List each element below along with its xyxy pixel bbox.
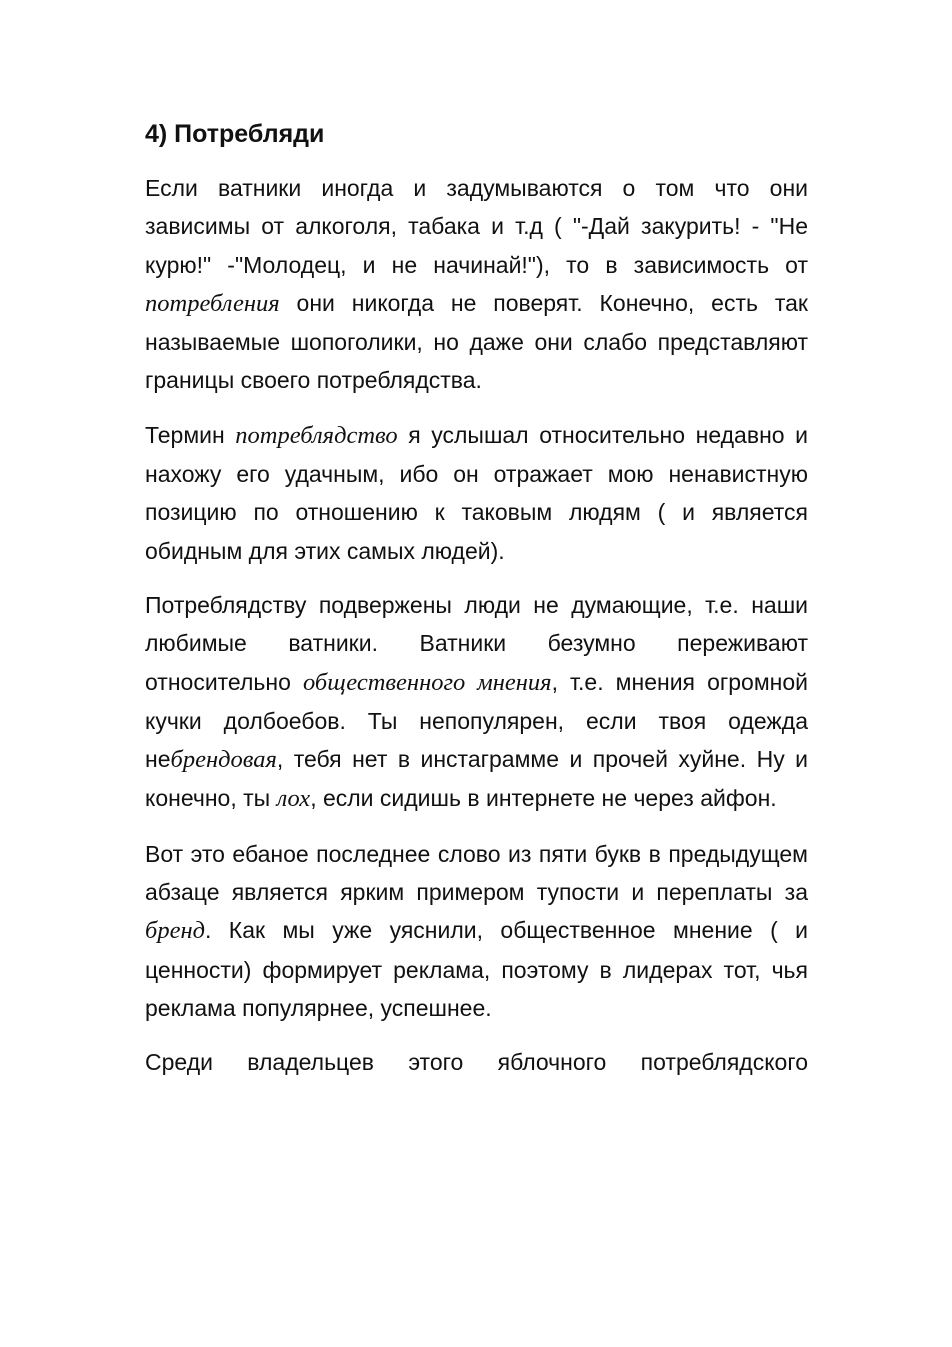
paragraph-1-text: Если ватники иногда и задумываются о том что они зависимы от алкоголя, табака и т.д ( "-Дай закурить! - "Не курю!" -"Молодец, и не начинай!"), то в зависимость от	[145, 175, 808, 278]
paragraph-4-text: Вот это ебаное последнее слово из пяти букв в предыдущем абзаце является ярким примером тупости и переплаты за	[145, 840, 808, 906]
italic-term-potreblyadstvo: потреблядство	[235, 421, 398, 449]
document-page	[145, 112, 808, 1098]
paragraph-4	[145, 835, 808, 1027]
paragraph-1-text-end: они никогда не поверят. Конечно, есть так называемые шопоголики, но даже они слабо представляют границы своего потреблядства.	[145, 289, 808, 394]
section-heading: 4) Потребляди	[145, 120, 325, 148]
paragraph-4-text-end: . Как мы уже уяснили, общественное мнение ( и ценности) формирует реклама, поэтому в лидерах тот, чья реклама популярнее, успешнее.	[145, 917, 808, 1021]
paragraph-3-text-end: , если сидишь в интернете не через айфон.	[310, 785, 777, 812]
italic-term-lokh: лох	[276, 785, 311, 813]
italic-term-obshchestvennogo-mneniya: общественного мнения	[302, 668, 552, 696]
paragraph-2-text: Термин	[145, 421, 236, 448]
paragraph-1	[145, 169, 808, 400]
paragraph-3-text-mid: , т.е. мнения огромной кучки долбоебов. Ты непопулярен, если твоя одежда не	[145, 668, 808, 773]
italic-term-potrebleniya: потребления	[145, 289, 280, 317]
paragraph-2-text-end: я услышал относительно недавно и нахожу его удачным, ибо он отражает мою ненавистную позицию по отношению к таковым людям ( и является обидным для этих самых людей).	[145, 421, 808, 564]
paragraph-5-text: Среди владельцев этого яблочного потреблядского	[145, 1049, 808, 1076]
paragraph-3-text-mid2: , тебя нет в инстаграмме и прочей хуйне. Ну и конечно, ты	[145, 746, 808, 812]
italic-term-brendovaya: брендовая	[170, 746, 277, 774]
paragraph-2	[145, 416, 808, 570]
paragraph-5	[145, 1043, 808, 1081]
paragraph-3-text: Потреблядству подвержены люди не думающие, т.е. наши любимые ватники. Ватники безумно переживают относительно	[145, 591, 808, 695]
paragraph-3	[145, 586, 808, 819]
italic-term-brend: бренд	[145, 917, 205, 945]
